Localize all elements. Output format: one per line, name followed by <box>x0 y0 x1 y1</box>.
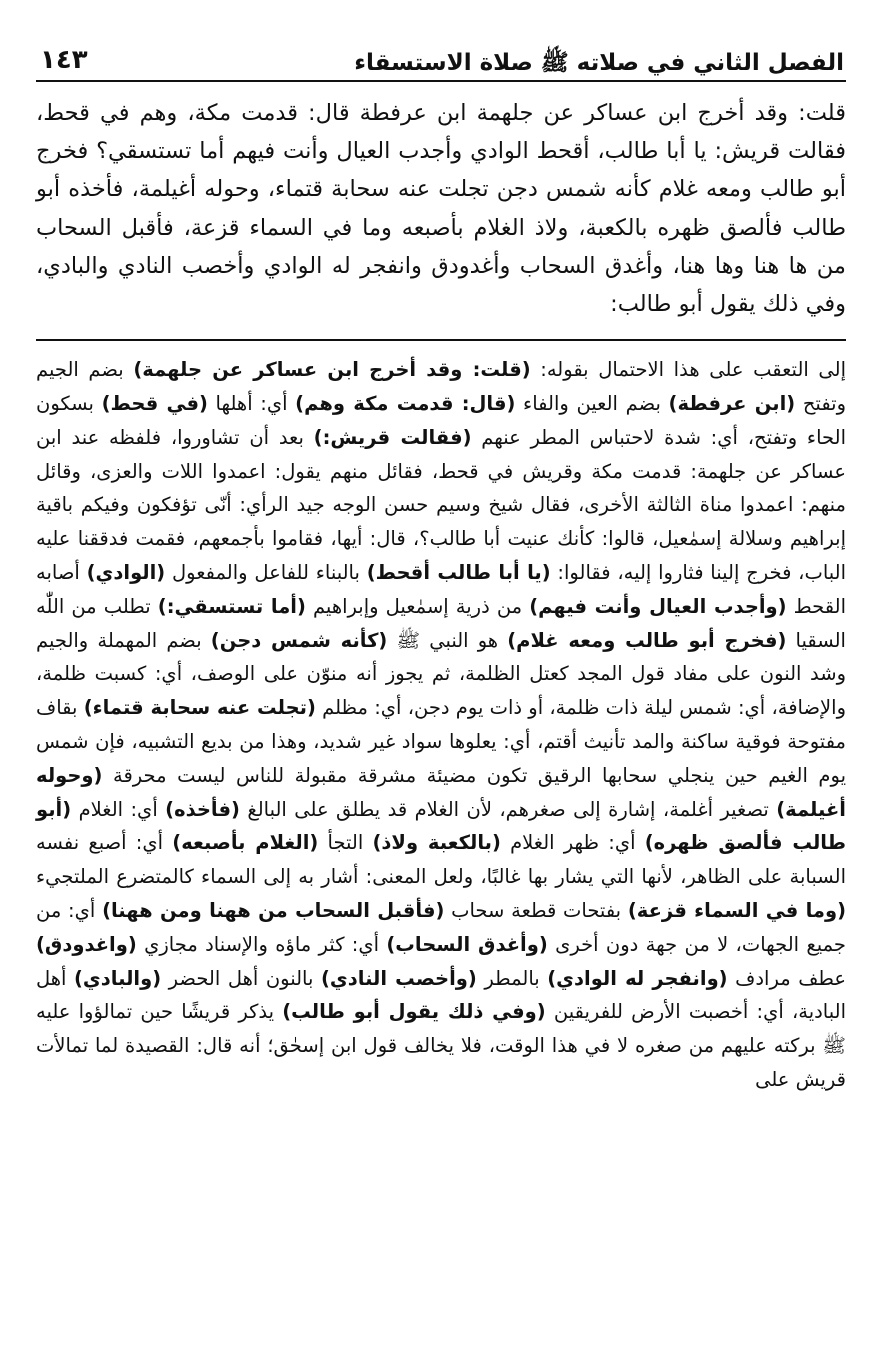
quoted-matn: (في قحط) <box>101 392 208 416</box>
quoted-matn: (فأقبل السحاب من ههنا ومن ههنا) <box>102 898 445 922</box>
running-title: الفصل الثاني في صلاته ﷺ صلاة الاستسقاء <box>354 50 844 76</box>
quoted-matn: (أبو طالب فألصق ظهره) <box>36 797 846 855</box>
page-header <box>36 40 846 82</box>
commentary-text <box>36 353 846 1097</box>
quoted-matn: (وانفجر له الوادي) <box>547 966 728 990</box>
quoted-matn: (قال: قدمت مكة وهم) <box>295 392 516 416</box>
quoted-matn: (والبادي) <box>74 966 162 990</box>
quoted-matn: (الغلام بأصبعه) <box>172 831 319 855</box>
commentary-paragraph: إلى التعقب على هذا الاحتمال بقوله: (قلت: وقد أخرج ابن عساكر عن جلهمة) بضم الجيم وتفتح (ابن عرفطة) بضم العين والفاء (قال: قدمت مكة وهم) أي: أهلها (في قحط) بسكون الحاء وتفتح، أي: شدة لاحتباس المطر عنهم (فقالت قريش:) بعد أن تشاوروا، فلفظه عند ابن عساكر عن جلهمة: قدمت مكة وقريش في قحط، فقائل منهم يقول: اعمدوا اللات والعزى، وقائل منهم: اعمدوا مناة الثالثة الأخرى، فقال شيخ وسيم حسن الوجه جيد الرأي: أنّى تؤفكون وفيكم باقية إبراهيم وسلالة إسمٰعيل، قالوا: كأنك عنيت أبا طالب؟، قال: أيها، فقاموا بأجمعهم، فقمت فدققنا عليه الباب، فخرج إلينا فثاروا إليه، فقالوا: (يا أبا طالب أقحط) بالبناء للفاعل والمفعول (الوادي) أصابه القحط (وأجدب العيال وأنت فيهم) من ذرية إسمٰعيل وإبراهيم (أما تستسقي:) تطلب من اللّٰه السقيا (فخرج أبو طالب ومعه غلام) هو النبي ﷺ (كأنه شمس دجن) بضم المهملة والجيم وشد النون على مفاد قول المجد كعتل الظلمة، ثم يجوز أنه منوّن على الوصف، أي: كسبت ظلمة، والإضافة، أي: شمس ليلة ذات ظلمة، أو ذات يوم دجن، أي: مظلم (تجلت عنه سحابة قتماء) بقاف مفتوحة فوقية ساكنة والمد تأنيث أقتم، أي: يعلوها سواد غير شديد، وهذا من بديع التشبيه، فإن شمس يوم الغيم حين ينجلي سحابها الرقيق تكون مضيئة مشرقة مقبولة للناس ليست محرقة (وحوله أغيلمة) تصغير أغلمة، إشارة إلى صغرهم، لأن الغلام قد يطلق على البالغ (فأخذه) أي: الغلام (أبو طالب فألصق ظهره) أي: ظهر الغلام (بالكعبة ولاذ) التجأ (الغلام بأصبعه) أي: أصبع نفسه السبابة على الظاهر، لأنها التي يشار بها غالبًا، ولعل المعنى: أشار به إلى السماء كالمتضرع الملتجيء (وما في السماء قزعة) بفتحات قطعة سحاب (فأقبل السحاب من ههنا ومن ههنا) أي: من جميع الجهات، لا من جهة دون أخرى (وأغدق السحاب) أي: كثر ماؤه والإسناد مجازي (واغدودق) عطف مرادف (وانفجر له الوادي) بالمطر (وأخصب النادي) بالنون أهل الحضر (والبادي) أهل البادية، أي: أخصبت الأرض للفريقين (وفي ذلك يقول أبو طالب) يذكر قريشًا حين تمالؤوا عليه ﷺ بركته عليهم من صغره لا في هذا الوقت، فلا يخالف قول ابن إسحٰق؛ أنه قال: القصيدة لما تمالأت قريش على <box>36 358 847 1091</box>
quoted-matn: (بالكعبة ولاذ) <box>372 831 501 855</box>
quoted-matn: (كأنه شمس دجن) <box>210 628 388 652</box>
quoted-matn: (الوادي) <box>86 561 166 584</box>
quoted-matn: (وما في السماء قزعة) <box>627 898 847 922</box>
section-divider <box>36 339 846 341</box>
quoted-matn: (قلت: وقد أخرج ابن عساكر عن جلهمة) <box>133 358 531 382</box>
main-text <box>36 94 846 323</box>
quoted-matn: (ابن عرفطة) <box>668 392 796 416</box>
quoted-matn: (أما تستسقي:) <box>157 594 306 618</box>
book-page <box>36 40 846 1097</box>
quoted-matn: (وأخصب النادي) <box>320 966 477 990</box>
quoted-matn: (واغدودق) <box>36 932 137 956</box>
quoted-matn: (فأخذه) <box>165 797 240 821</box>
quoted-matn: (فقالت قريش:) <box>313 425 472 449</box>
quoted-matn: (فخرج أبو طالب ومعه غلام) <box>507 628 787 652</box>
main-paragraph: قلت: وقد أخرج ابن عساكر عن جلهمة ابن عرفطة قال: قدمت مكة، وهم في قحط، فقالت قريش: يا أبا طالب، أقحط الوادي وأجدب العيال وأنت فيهم أما تستسقي؟ فخرج أبو طالب ومعه غلام كأنه شمس دجن تجلت عنه سحابة قتماء، وحوله أغيلمة، فأخذه أبو طالب فألصق ظهره بالكعبة، ولاذ الغلام بأصبعه وما في السماء قزعة، فأقبل السحاب من ها هنا وها هنا، وأغدق السحاب وأغدودق وانفجر له الوادي وأخصب النادي والبادي، وفي ذلك يقول أبو طالب: <box>36 100 846 318</box>
quoted-matn: (وفي ذلك يقول أبو طالب) <box>282 1000 546 1024</box>
quoted-matn: (وحوله أغيلمة) <box>36 763 846 821</box>
quoted-matn: (وأغدق السحاب) <box>386 932 548 956</box>
quoted-matn: (يا أبا طالب أقحط) <box>366 561 551 584</box>
page-number: ١٤٣ <box>40 45 88 75</box>
quoted-matn: (تجلت عنه سحابة قتماء) <box>83 696 316 720</box>
quoted-matn: (وأجدب العيال وأنت فيهم) <box>529 594 787 618</box>
